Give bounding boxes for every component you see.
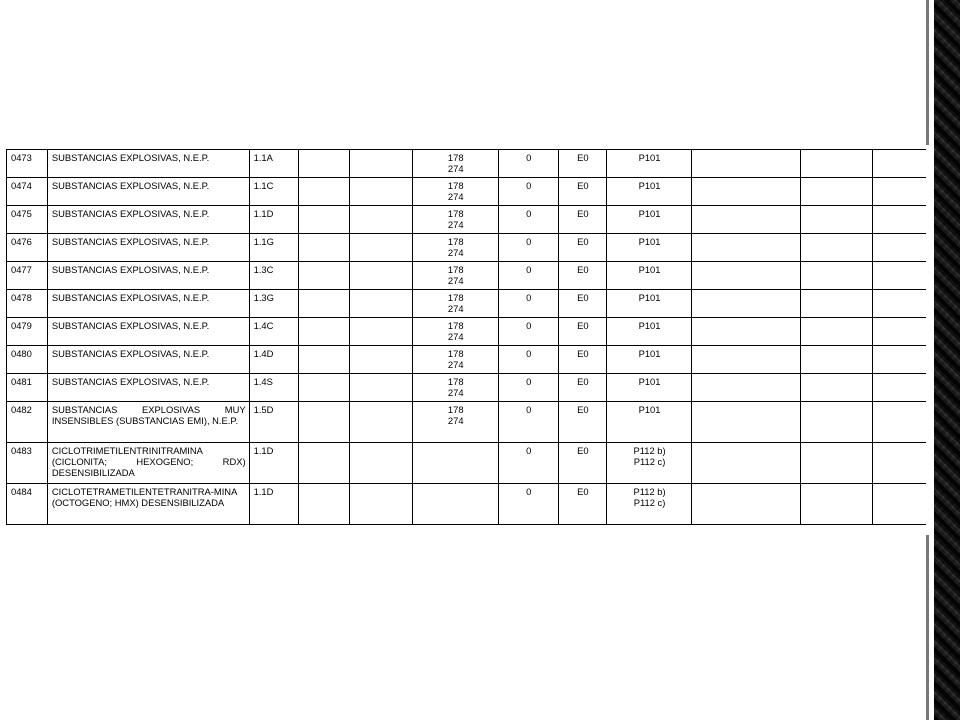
packing-instruction-cell [607, 206, 692, 234]
tank-provisions-cell [873, 484, 928, 525]
packing-group-cell [350, 262, 413, 290]
special-provisions-line: 274 [447, 247, 464, 258]
excepted-quantity-cell: E0 [558, 262, 607, 290]
packing-instruction-cell [607, 290, 692, 318]
packing-instruction-cell [607, 234, 692, 262]
packing-instruction-line: P112 c) [633, 497, 666, 508]
special-provisions-line: 178 [447, 180, 464, 191]
table-row [7, 318, 928, 346]
special-provisions-cell [412, 346, 498, 374]
un-number-cell: 0481 [7, 374, 48, 402]
packing-instruction-cell [607, 178, 692, 206]
excepted-quantity-cell: E0 [558, 290, 607, 318]
class-division-cell: 1.1D [249, 206, 299, 234]
un-number-cell: 0477 [7, 262, 48, 290]
subsidiary-risk-cell [299, 262, 350, 290]
special-provisions-cell [412, 443, 498, 484]
substance-name-cell: SUBSTANCIAS EXPLOSIVAS, N.E.P. [47, 234, 249, 262]
packing-group-cell [350, 374, 413, 402]
tank-instructions-cell [800, 374, 872, 402]
excepted-quantity-cell: E0 [558, 402, 607, 443]
tank-instructions-cell [800, 234, 872, 262]
excepted-quantity-cell: E0 [558, 346, 607, 374]
tank-provisions-cell [873, 178, 928, 206]
packing-instruction-line: P101 [638, 180, 661, 191]
tank-provisions-cell [873, 318, 928, 346]
table-row [7, 234, 928, 262]
special-provisions-line: 178 [447, 348, 464, 359]
packing-instruction-line: P101 [638, 208, 661, 219]
subsidiary-risk-cell [299, 178, 350, 206]
packing-group-cell [350, 346, 413, 374]
packing-provisions-cell [691, 443, 800, 484]
tank-instructions-cell [800, 290, 872, 318]
packing-instruction-cell [607, 262, 692, 290]
special-provisions-cell [412, 178, 498, 206]
excepted-quantity-cell: E0 [558, 374, 607, 402]
special-provisions-cell [412, 374, 498, 402]
tank-instructions-cell [800, 443, 872, 484]
special-provisions-line: 178 [447, 292, 464, 303]
special-provisions-cell [412, 290, 498, 318]
table-row [7, 178, 928, 206]
packing-instruction-cell [607, 443, 692, 484]
dangerous-goods-table [6, 149, 928, 525]
limited-quantity-cell: 0 [498, 290, 558, 318]
tank-instructions-cell [800, 318, 872, 346]
class-division-cell: 1.1D [249, 484, 299, 525]
class-division-cell: 1.4S [249, 374, 299, 402]
limited-quantity-cell: 0 [498, 150, 558, 178]
special-provisions-cell [412, 206, 498, 234]
un-number-cell: 0478 [7, 290, 48, 318]
excepted-quantity-cell: E0 [558, 484, 607, 525]
limited-quantity-cell: 0 [498, 374, 558, 402]
table-row [7, 346, 928, 374]
substance-name-cell: SUBSTANCIAS EXPLOSIVAS, N.E.P. [47, 346, 249, 374]
substance-name-cell: SUBSTANCIAS EXPLOSIVAS, N.E.P. [47, 262, 249, 290]
special-provisions-line: 274 [447, 387, 464, 398]
un-number-cell: 0484 [7, 484, 48, 525]
packing-instruction-line: P101 [638, 320, 661, 331]
packing-group-cell [350, 150, 413, 178]
limited-quantity-cell: 0 [498, 234, 558, 262]
class-division-cell: 1.4C [249, 318, 299, 346]
class-division-cell: 1.1A [249, 150, 299, 178]
packing-provisions-cell [691, 484, 800, 525]
packing-provisions-cell [691, 346, 800, 374]
special-provisions-line: 274 [447, 303, 464, 314]
subsidiary-risk-cell [299, 206, 350, 234]
special-provisions-cell [412, 318, 498, 346]
substance-name-cell: CICLOTETRAMETILENTETRANITRA-MINA (OCTOGENO; HMX) DESENSIBILIZADA [47, 484, 249, 525]
tank-provisions-cell [873, 150, 928, 178]
torn-edge-border [934, 0, 960, 720]
packing-group-cell [350, 484, 413, 525]
special-provisions-line: 178 [447, 264, 464, 275]
excepted-quantity-cell: E0 [558, 206, 607, 234]
frame-edge-line-bottom [926, 535, 929, 720]
un-number-cell: 0475 [7, 206, 48, 234]
special-provisions-line: 178 [447, 320, 464, 331]
subsidiary-risk-cell [299, 290, 350, 318]
packing-group-cell [350, 234, 413, 262]
special-provisions-cell [412, 484, 498, 525]
table-row [7, 443, 928, 484]
tank-instructions-cell [800, 206, 872, 234]
limited-quantity-cell: 0 [498, 178, 558, 206]
table-row [7, 150, 928, 178]
limited-quantity-cell: 0 [498, 318, 558, 346]
packing-group-cell [350, 443, 413, 484]
packing-instruction-line: P112 c) [633, 456, 666, 467]
packing-provisions-cell [691, 374, 800, 402]
limited-quantity-cell: 0 [498, 346, 558, 374]
packing-provisions-cell [691, 206, 800, 234]
table-row [7, 402, 928, 443]
tank-provisions-cell [873, 443, 928, 484]
special-provisions-line: 274 [447, 359, 464, 370]
tank-provisions-cell [873, 290, 928, 318]
packing-provisions-cell [691, 402, 800, 443]
special-provisions-line: 178 [447, 404, 464, 415]
tank-instructions-cell [800, 402, 872, 443]
packing-group-cell [350, 402, 413, 443]
subsidiary-risk-cell [299, 234, 350, 262]
table-row [7, 262, 928, 290]
un-number-cell: 0474 [7, 178, 48, 206]
subsidiary-risk-cell [299, 150, 350, 178]
subsidiary-risk-cell [299, 374, 350, 402]
special-provisions-line: 274 [447, 275, 464, 286]
packing-provisions-cell [691, 178, 800, 206]
tank-provisions-cell [873, 262, 928, 290]
tank-provisions-cell [873, 346, 928, 374]
limited-quantity-cell: 0 [498, 443, 558, 484]
frame-edge-line-top [926, 0, 929, 145]
tank-instructions-cell [800, 150, 872, 178]
special-provisions-line: 274 [447, 191, 464, 202]
special-provisions-line: 178 [447, 152, 464, 163]
tank-provisions-cell [873, 206, 928, 234]
packing-instruction-line: P101 [638, 404, 661, 415]
class-division-cell: 1.1C [249, 178, 299, 206]
dangerous-goods-table-wrap [6, 149, 928, 525]
special-provisions-line: 274 [447, 219, 464, 230]
special-provisions-cell [412, 402, 498, 443]
tank-provisions-cell [873, 402, 928, 443]
limited-quantity-cell: 0 [498, 206, 558, 234]
table-row [7, 484, 928, 525]
packing-provisions-cell [691, 150, 800, 178]
table-row [7, 206, 928, 234]
class-division-cell: 1.5D [249, 402, 299, 443]
packing-instruction-line: P101 [638, 376, 661, 387]
packing-provisions-cell [691, 290, 800, 318]
special-provisions-line: 274 [447, 415, 464, 426]
packing-provisions-cell [691, 234, 800, 262]
special-provisions-cell [412, 262, 498, 290]
special-provisions-cell [412, 150, 498, 178]
special-provisions-line: 178 [447, 376, 464, 387]
substance-name-cell: SUBSTANCIAS EXPLOSIVAS, N.E.P. [47, 318, 249, 346]
special-provisions-line: 274 [447, 331, 464, 342]
subsidiary-risk-cell [299, 484, 350, 525]
packing-group-cell [350, 318, 413, 346]
packing-instruction-line: P112 b) [633, 445, 666, 456]
packing-instruction-line: P101 [638, 264, 661, 275]
substance-name-cell: SUBSTANCIAS EXPLOSIVAS, N.E.P. [47, 374, 249, 402]
packing-instruction-line: P101 [638, 152, 661, 163]
limited-quantity-cell: 0 [498, 402, 558, 443]
tank-instructions-cell [800, 484, 872, 525]
packing-instruction-line: P101 [638, 236, 661, 247]
limited-quantity-cell: 0 [498, 262, 558, 290]
un-number-cell: 0473 [7, 150, 48, 178]
packing-instruction-cell [607, 374, 692, 402]
packing-instruction-cell [607, 150, 692, 178]
excepted-quantity-cell: E0 [558, 443, 607, 484]
packing-instruction-line: P112 b) [633, 486, 666, 497]
excepted-quantity-cell: E0 [558, 150, 607, 178]
packing-instruction-cell [607, 346, 692, 374]
subsidiary-risk-cell [299, 346, 350, 374]
un-number-cell: 0482 [7, 402, 48, 443]
tank-provisions-cell [873, 234, 928, 262]
tank-provisions-cell [873, 374, 928, 402]
packing-provisions-cell [691, 262, 800, 290]
packing-instruction-cell [607, 484, 692, 525]
table-row [7, 290, 928, 318]
un-number-cell: 0476 [7, 234, 48, 262]
special-provisions-line: 178 [447, 208, 464, 219]
limited-quantity-cell: 0 [498, 484, 558, 525]
substance-name-cell: SUBSTANCIAS EXPLOSIVAS, N.E.P. [47, 206, 249, 234]
class-division-cell: 1.4D [249, 346, 299, 374]
packing-instruction-line: P101 [638, 348, 661, 359]
class-division-cell: 1.3G [249, 290, 299, 318]
special-provisions-line: 274 [447, 163, 464, 174]
substance-name-cell: SUBSTANCIAS EXPLOSIVAS MUY INSENSIBLES (SUBSTANCIAS EMI), N.E.P. [47, 402, 249, 443]
excepted-quantity-cell: E0 [558, 178, 607, 206]
subsidiary-risk-cell [299, 402, 350, 443]
packing-provisions-cell [691, 318, 800, 346]
tank-instructions-cell [800, 262, 872, 290]
tank-instructions-cell [800, 346, 872, 374]
table-row [7, 374, 928, 402]
subsidiary-risk-cell [299, 318, 350, 346]
un-number-cell: 0479 [7, 318, 48, 346]
class-division-cell: 1.1D [249, 443, 299, 484]
packing-instruction-cell [607, 402, 692, 443]
tank-instructions-cell [800, 178, 872, 206]
class-division-cell: 1.1G [249, 234, 299, 262]
substance-name-cell: SUBSTANCIAS EXPLOSIVAS, N.E.P. [47, 178, 249, 206]
packing-group-cell [350, 290, 413, 318]
packing-group-cell [350, 178, 413, 206]
substance-name-cell: SUBSTANCIAS EXPLOSIVAS, N.E.P. [47, 290, 249, 318]
excepted-quantity-cell: E0 [558, 318, 607, 346]
substance-name-cell: SUBSTANCIAS EXPLOSIVAS, N.E.P. [47, 150, 249, 178]
packing-instruction-line: P101 [638, 292, 661, 303]
special-provisions-cell [412, 234, 498, 262]
special-provisions-line: 178 [447, 236, 464, 247]
packing-instruction-cell [607, 318, 692, 346]
excepted-quantity-cell: E0 [558, 234, 607, 262]
un-number-cell: 0480 [7, 346, 48, 374]
class-division-cell: 1.3C [249, 262, 299, 290]
subsidiary-risk-cell [299, 443, 350, 484]
un-number-cell: 0483 [7, 443, 48, 484]
substance-name-cell: CICLOTRIMETILENTRINITRAMINA (CICLONITA; HEXOGENO; RDX) DESENSIBILIZADA [47, 443, 249, 484]
packing-group-cell [350, 206, 413, 234]
